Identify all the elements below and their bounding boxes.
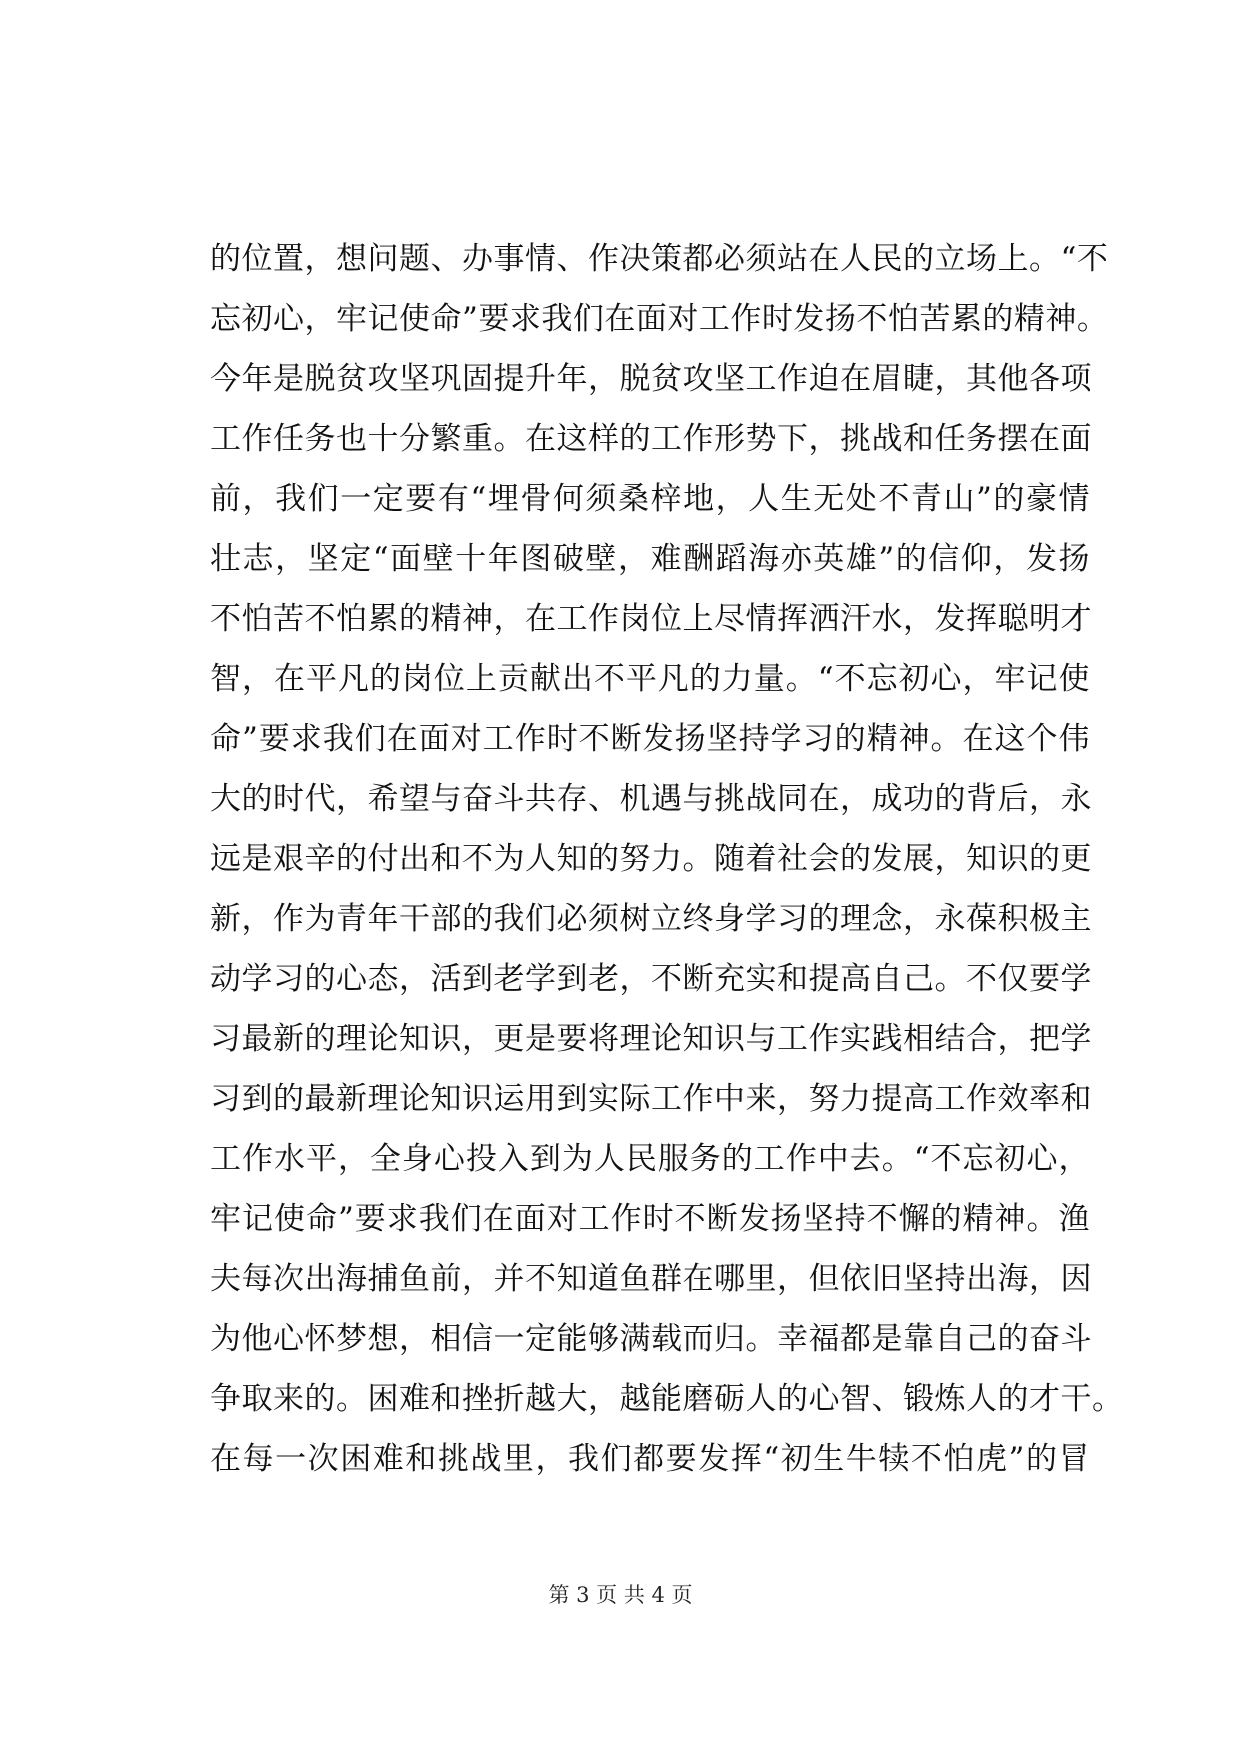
text-line: 习到的最新理论知识运用到实际工作中来，努力提高工作效率和 — [210, 1081, 1092, 1117]
page-footer: 第 3 页 共 4 页 — [548, 1583, 693, 1607]
text-line: 工作任务也十分繁重。在这样的工作形势下，挑战和任务摆在面 — [210, 421, 1092, 457]
text-line: 动学习的心态，活到老学到老，不断充实和提高自己。不仅要学 — [210, 961, 1092, 997]
text-line: 夫每次出海捕鱼前，并不知道鱼群在哪里，但依旧坚持出海，因 — [210, 1261, 1092, 1297]
text-line: 壮志，坚定“面壁十年图破壁，难酬蹈海亦英雄”的信仰，发扬 — [210, 541, 1090, 577]
text-line: 在每一次困难和挑战里，我们都要发挥“初生牛犊不怕虎”的冒 — [210, 1441, 1090, 1477]
text-line: 忘初心，牢记使命”要求我们在面对工作时发扬不怕苦累的精神。 — [210, 301, 1109, 337]
text-line: 不怕苦不怕累的精神，在工作岗位上尽情挥洒汗水，发挥聪明才 — [210, 601, 1092, 637]
text-line: 命”要求我们在面对工作时不断发扬坚持学习的精神。在这个伟 — [210, 721, 1090, 757]
text-line: 的位置，想问题、办事情、作决策都必须站在人民的立场上。“不 — [210, 241, 1109, 277]
text-line: 牢记使命”要求我们在面对工作时不断发扬坚持不懈的精神。渔 — [210, 1201, 1090, 1237]
text-line: 习最新的理论知识，更是要将理论知识与工作实践相结合，把学 — [210, 1021, 1092, 1057]
body-text — [210, 229, 1124, 1489]
text-line: 智，在平凡的岗位上贡献出不平凡的力量。“不忘初心，牢记使 — [210, 661, 1090, 697]
text-line: 大的时代，希望与奋斗共存、机遇与挑战同在，成功的背后，永 — [210, 781, 1092, 817]
text-line: 争取来的。困难和挫折越大，越能磨砺人的心智、锻炼人的才干。 — [210, 1381, 1124, 1417]
text-line: 今年是脱贫攻坚巩固提升年，脱贫攻坚工作迫在眉睫，其他各项 — [210, 361, 1092, 397]
text-line: 新，作为青年干部的我们必须树立终身学习的理念，永葆积极主 — [210, 901, 1092, 937]
text-line: 为他心怀梦想，相信一定能够满载而归。幸福都是靠自己的奋斗 — [210, 1321, 1092, 1357]
text-line: 工作水平，全身心投入到为人民服务的工作中去。“不忘初心， — [210, 1141, 1090, 1177]
text-line: 远是艰辛的付出和不为人知的努力。随着社会的发展，知识的更 — [210, 841, 1092, 877]
text-line: 前，我们一定要有“埋骨何须桑梓地，人生无处不青山”的豪情 — [210, 481, 1090, 517]
